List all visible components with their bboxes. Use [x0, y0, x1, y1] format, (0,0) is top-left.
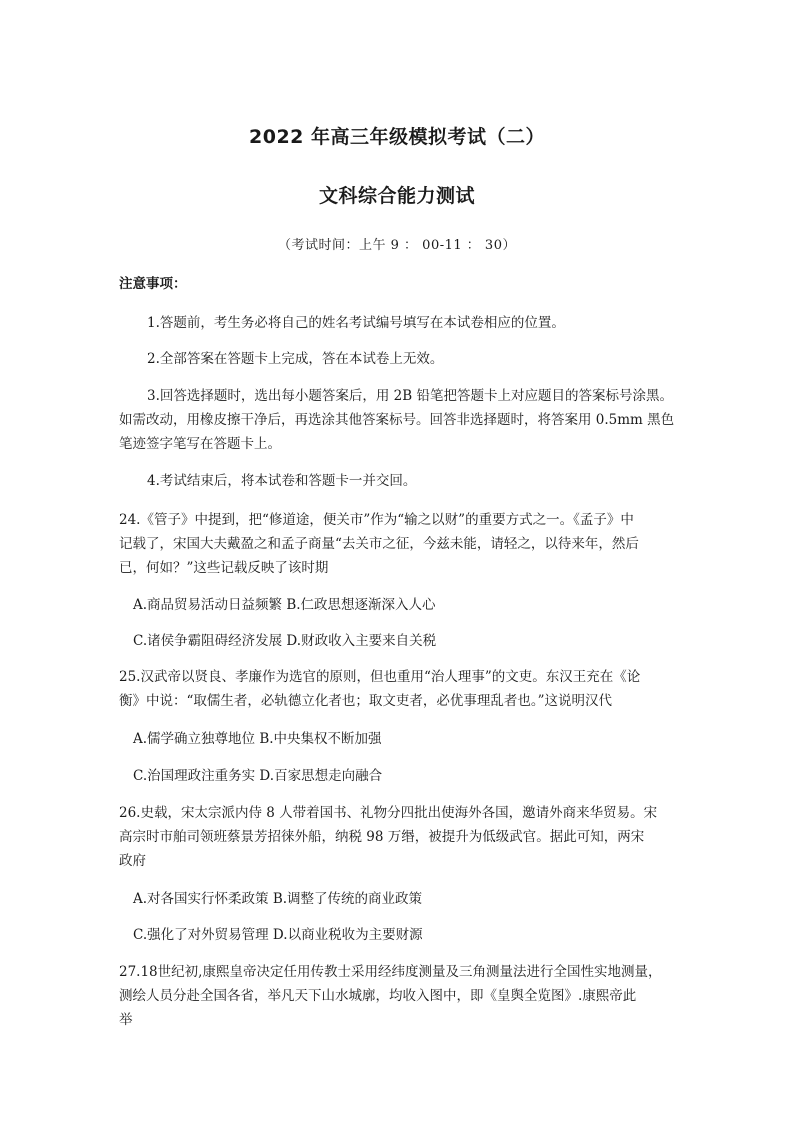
notice-item-3-line-3: 笔迹签字笔写在答题卡上。: [119, 436, 281, 452]
question-25-options-ab: A.儒学确立独尊地位 B.中央集权不断加强: [133, 731, 382, 747]
question-24-options-ab: A.商品贸易活动日益频繁 B.仁政思想逐渐深入人心: [133, 597, 436, 613]
question-27-line-3: 举: [119, 1012, 133, 1028]
question-27-line-2: 测绘人员分赴全国各省，举凡天下山水城廓，均收入图中，即《皇舆全览图》.康熙帝此: [119, 988, 637, 1004]
question-26-options-cd: C.强化了对外贸易管理 D.以商业税收为主要财源: [133, 927, 423, 943]
question-24-line-1: 24.《管子》中提到，把“修道途，便关市”作为“输之以财”的重要方式之一。《孟子》中: [119, 512, 634, 528]
question-24-options-cd: C.诸侯争霸阻碍经济发展 D.财政收入主要来自关税: [133, 633, 437, 649]
question-25-line-2: 衡》中说：“取儒生者，必轨德立化者也；取文吏者，必优事理乱者也。”这说明汉代: [119, 693, 613, 709]
exam-title: 2022 年高三年级模拟考试（二）: [249, 126, 545, 148]
exam-time: （考试时间：上午 9 ： 00-11 ： 30）: [278, 238, 516, 253]
question-26-options-ab: A.对各国实行怀柔政策 B.调整了传统的商业政策: [133, 891, 423, 907]
notice-item-3-line-2: 如需改动，用橡皮擦干净后，再选涂其他答案标号。回答非选择题时，将答案用 0.5mm 黑色: [119, 412, 675, 428]
exam-subtitle: 文科综合能力测试: [318, 185, 475, 207]
notice-item-2: 2.全部答案在答题卡上完成，答在本试卷上无效。: [147, 351, 444, 367]
question-24-line-2: 记载了，宋国大夫戴盈之和孟子商量“去关市之征，今兹未能，请轻之，以待来年，然后: [119, 536, 639, 552]
notice-item-3-line-1: 3.回答选择题时，选出每小题答案后，用 2B 铅笔把答题卡上对应题目的答案标号涂黑。: [147, 388, 673, 404]
question-27-line-1: 27.18世纪初,康熙皇帝决定任用传教士采用经纬度测量及三角测量法进行全国性实地测量，: [119, 964, 662, 980]
notice-item-4: 4.考试结束后，将本试卷和答题卡一并交回。: [147, 473, 417, 489]
question-26-line-1: 26.史载，宋太宗派内侍 8 人带着国书、礼物分四批出使海外各国，邀请外商来华贸易。宋: [119, 805, 658, 821]
question-26-line-3: 政府: [119, 853, 146, 869]
notice-heading: 注意事项：: [119, 276, 187, 292]
question-25-options-cd: C.治国理政注重务实 D.百家思想走向融合: [133, 768, 383, 784]
question-24-line-3: 已，何如？”这些记载反映了该时期: [119, 560, 329, 576]
notice-item-1: 1.答题前，考生务必将自己的姓名考试编号填写在本试卷相应的位置。: [147, 315, 565, 331]
question-25-line-1: 25.汉武帝以贤良、孝廉作为选官的原则，但也重用“治人理事”的文吏。东汉王充在《论: [119, 669, 641, 685]
question-26-line-2: 高宗时市舶司领班蔡景芳招徕外船，纳税 98 万缗，被提升为低级武官。据此可知，两宋: [119, 829, 645, 845]
